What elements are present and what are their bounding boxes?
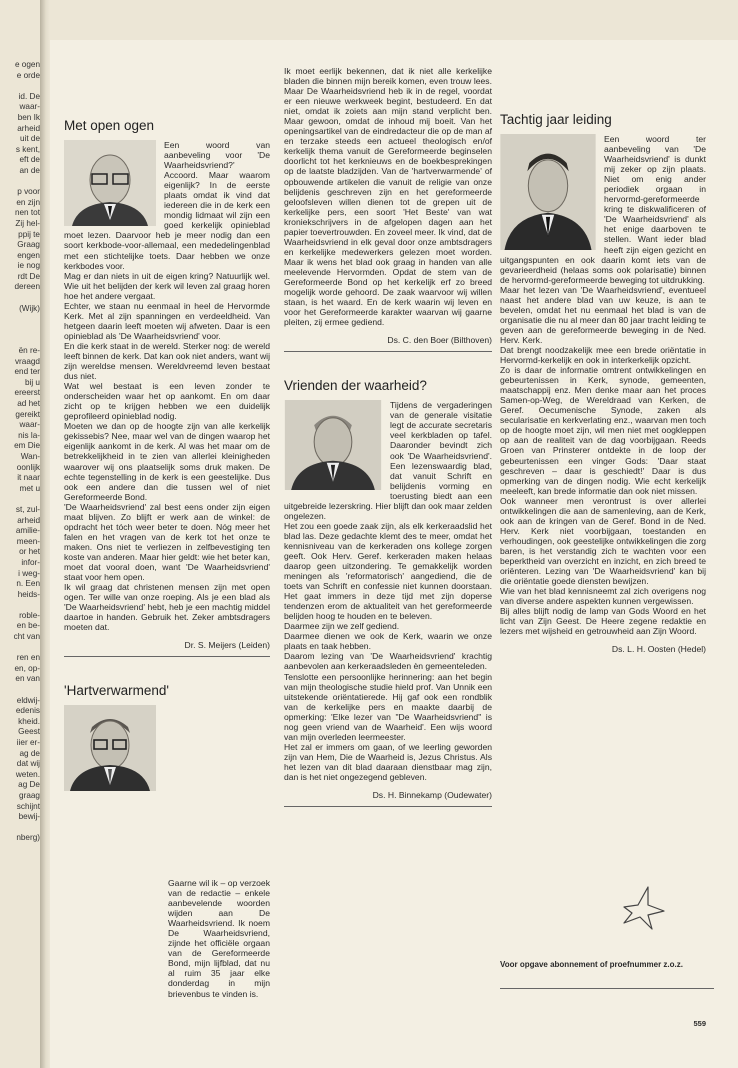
fragment-line: ën re- <box>18 346 40 356</box>
fragment-line: end ter <box>14 367 40 377</box>
article-title: Tachtig jaar leiding <box>500 112 612 127</box>
fragment-line <box>0 600 40 611</box>
fragment-line: met u <box>19 483 40 493</box>
fragment-line: (Wijk) <box>19 303 40 313</box>
fragment-line: dereen <box>14 282 40 292</box>
fragment-line: uit de <box>19 134 40 144</box>
fragment-line: infor- <box>21 557 40 567</box>
column-3 <box>500 112 706 660</box>
fragment-line: or het <box>19 547 40 557</box>
fragment-line: ben Ik <box>17 112 40 122</box>
portrait-photo <box>64 705 156 791</box>
fragment-line: en zijn <box>16 197 40 207</box>
fragment-line <box>0 81 40 92</box>
magazine-page <box>50 40 738 1068</box>
article-met-open-ogen <box>64 118 270 657</box>
fragment-line <box>0 314 40 325</box>
fragment-line: graag <box>19 790 40 800</box>
paragraph: Ook wanneer men verontrust is over allerlei ontwikkelingen die aan de samenleving, aan de Kerk, ook aan de kringen van de Geref. Bond in de Ned. Herv. Kerk niet voorbijgaan, toestanden en verhoudingen, ook geestelijke ontwikkelingen die zorg baren, is het verstandig zich te wachten voor een beperktheid van overzicht en inzicht, en zich breed te oriënteren. Lezing van 'De Waarheidsvriend' kan bij die oriëntatie goede diensten bewijzen. <box>500 495 706 587</box>
paragraph: Het zou een goede zaak zijn, als elk kerkeraadslid het blad las. Deze gedachte klemt des te meer, omdat het kennisniveau van de kerkeraden ons kollege zorgen geeft. Ook Herv. Geref. kerkeraden maken helaas daarop geen uitzondering. Te gemakkelijk worden meningen als 'reformatorisch' aangediend, die de toets van Schrift en confessie niet kunnen doorstaan. Het gaat immers in deze tijd met zijn doperse tendenzen erom de aktualiteit van het gereformeerde belijden hoog te houden en te beleven. <box>284 520 492 622</box>
fragment-line <box>0 293 40 304</box>
divider <box>64 656 270 657</box>
fragment-line: bij u <box>24 377 40 387</box>
portrait-photo <box>284 400 382 490</box>
fragment-line: ag de <box>19 748 40 758</box>
fragment-line: em Die <box>14 441 40 451</box>
fragment-line: cht van <box>13 632 40 642</box>
fragment-line: Wan- <box>20 451 40 461</box>
author-signature: Ds. C. den Boer (Bilthoven) <box>387 335 492 346</box>
fragment-line: edenis <box>15 706 40 716</box>
fragment-line: eldwij- <box>16 695 40 705</box>
portrait-den-boer-icon <box>64 705 156 791</box>
fragment-line: id. De <box>18 91 40 101</box>
fragment-line: i weg- <box>18 568 40 578</box>
paragraph: Zo is daar de informatie omtrent ontwikkelingen en gebeurtenissen in Kerk, synode, gemeenten, maatschappij enz. Men denke maar aan het proces Samen-op-Weg, de Wereldraad van Kerken, de Geref. Oecumenische Synode, zaken als secularisatie en kerkverlating enz., waarvan men toch op de hoogte moet zijn, wil men niet met oogkleppen op aan de realiteit van de dag voorbijgaan. Reeds Groen van Prinsterer ontdekte in de loop der gebeurtenissen een vinger Gods: 'Daar staat geschreven – daar is geschiedt!' Daar is dus opmerking van de dingen nodig. Wie echt kerkelijk meeleeft, kan brede informatie dan ook niet missen. <box>500 365 706 496</box>
hartverwarmend-continuation: Ik moet eerlijk bekennen, dat ik niet alle kerkelijke bladen die binnen mijn bereik komen, even trouw lees. Maar De Waarheidsvriend heb ik in de regel, voordat er een nieuwe werkweek begint, bestudeerd. En dat niet, omdat ik zoiets aan mijn stand verplicht ben. Maar gewoon, omdat de inhoud mij boeit. Van het openingsartikel van de eindredacteur die op de man af en terzake steeds een actueel theologisch en/of kerkelijk thema vanuit de Gereformeerde beginselen doorlicht tot het kerknieuws en de boekbesprekingen op de laatste bladzijden. Van de 'hartverwarmende' of opbouwende artikelen die vanuit de religie van onze belijdenis geschreven zijn en het gereformeerde geloofsleven willen dienen tot de grepen uit de kerkelijke pers, een soort 'Het Beste' van wat kroniekschrijvers in de afgelopen dagen aan het papier toevertrouwden. En zoveel meer. Ik vind, dat de Waarheidsvriend in elk geval door onze ambtsdragers en kerkelijke medewerkers gelezen moet worden. Maar ik wens het blad ook graag in handen van alle meelevende Hervormden. Opdat de stem van de Gereformeerde Bond op het kerkelijk erf zo breed mogelijk worde gehoord. De zaak waarvoor wij willen staan, is het waard. En de kerk waarin wij leven en voor het Gereformeerde karakter waarvan wij gaarne pleiten, zij ermee gediend. <box>284 66 492 328</box>
fragment-line: rdt De <box>17 271 40 281</box>
fragment-line: it naar <box>17 473 40 483</box>
fragment-line: nen tot <box>14 208 40 218</box>
paragraph: Ik wil graag dat christenen mensen zijn met open ogen. Ter wille van onze roeping. Als je een blad als 'De Waarheidsvriend' hebt, heb je een machtig middel daartoe in handen. Gebruik het. Zeker ambtsdragers moeten dat. <box>64 582 270 633</box>
book-gutter <box>40 0 50 1068</box>
fragment-line: iier er- <box>16 738 40 747</box>
fragment-line: amilie- <box>15 526 40 536</box>
paragraph: Daarmee dienen we ook de Kerk, waarin we onze plaats en taak hebben. <box>284 631 492 652</box>
author-signature: Ds. H. Binnekamp (Oudewater) <box>372 790 492 801</box>
fragment-line: en be- <box>16 621 40 631</box>
fragment-line: dat wij <box>16 759 40 769</box>
previous-page-fragment <box>0 60 40 1040</box>
paragraph: Wie van het blad kennisneemt zal zich overigens nog van diverse andere aspekten kunnen vergewissen. <box>500 586 706 607</box>
fragment-line <box>0 494 40 505</box>
paragraph: Het zal er immers om gaan, of we leerling geworden zijn van Hem, Die de Waarheid is, Jezus Christus. Als het lezen van dit blad daaraan dienstbaar mag zijn, dan is het niet ongezegend gebleven. <box>284 741 492 782</box>
page-number: 559 <box>693 1019 706 1028</box>
article-title: 'Hartverwarmend' <box>64 683 169 699</box>
fragment-line: waar- <box>19 102 40 112</box>
fragment-line: Geest <box>18 727 40 737</box>
fragment-line: e ogen <box>14 60 40 69</box>
fragment-line: arheid <box>17 515 40 525</box>
fragment-line: ppij te <box>18 229 40 239</box>
fragment-line <box>0 335 40 346</box>
portrait-photo <box>64 140 156 226</box>
fragment-line: heids- <box>17 589 40 599</box>
fragment-line: vraagd <box>14 356 40 366</box>
column-1 <box>64 118 270 793</box>
fragment-line: ad het <box>17 399 40 408</box>
fragment-line: ereerst <box>14 388 40 398</box>
article-vrienden-der-waarheid <box>284 378 492 807</box>
fragment-line: engen <box>17 250 40 260</box>
fragment-line: en van <box>15 674 40 684</box>
fragment-line: oonlijk <box>16 462 40 472</box>
author-signature: Dr. S. Meijers (Leiden) <box>184 640 270 651</box>
fragment-line: meen- <box>16 536 40 546</box>
lead-paragraph: Een woord van aanbeveling voor 'De Waarheidsvriend?' Accoord. Maar waarom eigenlijk? In de eerste plaats omdat ik vind dat iedereen die in de kerk een mondig lidmaat wil zijn een goed kerkelijk opinieblad moet lezen. Daarvoor heb je meer nodig dan een soort kerkbode-voor-allemaal, een mededelingenblad met een stichtelijke toets. Daar hebben we onze kerkbodes voor. <box>64 140 270 271</box>
fragment-line: e orde <box>16 70 40 80</box>
fragment-line: eft de <box>19 155 40 165</box>
divider <box>284 351 492 352</box>
fragment-line: waar- <box>19 420 40 430</box>
portrait-oosten-icon <box>500 134 596 250</box>
fragment-line: roble- <box>19 610 40 620</box>
paragraph: Wat wel bestaat is een leven zonder te onderscheiden waar het op aankomt. En om daar zicht op te krijgen hebben we een duidelijk geprofileerd opinieblad nodig. <box>64 381 270 422</box>
hand-drawn-star-icon <box>618 885 666 931</box>
fragment-line: ag De <box>18 780 40 790</box>
paragraph: Moeten we dan op de hoogte zijn van alle kerkelijk gekissebis? Nee, maar wel van de dingen waarop het eigenlijk aankomt in de kerk. Al was het maar om de betrekkelijkheid in te zien van allerlei kleinigheden waarover wij ons plaatselijk soms druk maken. De echte tegenstelling in de kerk is een geestelijke. Dus ook een andere dan die tussen wel of niet Gereformeerde Bond. <box>64 421 270 502</box>
hartverwarmend-lead: Gaarne wil ik – op verzoek van de redactie – enkele aanbevelende woorden wijden aan De Waarheidsvriend. Ik noem De Waarheidsvriend, zijnde het officiële orgaan van de Gereformeerde Bond, mijn lijfblad, dat nu al ruim 35 jaar elke donderdag in mijn brievenbus te vinden is. <box>168 878 270 999</box>
divider <box>284 806 492 807</box>
paragraph: Daarom lezing van 'De Waarheidsvriend' krachtig aanbevolen aan kerkeraadsleden èn gemeenteleden. <box>284 651 492 672</box>
article-title: Vrienden der waarheid? <box>284 378 427 394</box>
portrait-photo <box>500 134 596 250</box>
article-hartverwarmend <box>64 683 270 699</box>
column-2 <box>284 66 492 807</box>
lead-paragraph: Een woord ter aanbeveling van 'De Waarheidsvriend' is dunkt mij zeker op zijn plaats. Niet om enig ander periodiek orgaan in hervormd-gereformeerde kring te diskwalificeren of 'De Waarheidsvriend' als het enige daarboven te stellen. Want ieder blad heeft zijn eigen gezicht en uitgangspunten en ook daarin komt iets van de gevarieerdheid (helaas soms ook polarisatie) binnen de hervormd-gereformeerde beweging tot uitdrukking. <box>500 134 706 285</box>
paragraph: Echter, we staan nu eenmaal in heel de Hervormde Kerk. Met al zijn spanningen en verdeeldheid. Van hetgeen daarin leeft moeten wij afweten. Daar is een opinieblad als 'De Waarheidsvriend' voor. <box>64 300 270 341</box>
fragment-line: ren en <box>16 653 40 663</box>
subscription-note: Voor opgave abonnement of proefnummer z.o.z. <box>500 960 683 969</box>
paragraph: Tenslotte een persoonlijke herinnering: aan het begin van mijn theologische studie hield prof. Van Unnik een uitstekende oriëntatierede. Hij gaf ook een rondblik van de kerkelijke pers en maakte daarbij de opmerking: 'Elke lezer van "De Waarheidsvriend" is nog geen vriend van de Waarheid'. Een wijs woord van mijn overleden leermeester. <box>284 671 492 742</box>
fragment-line <box>0 685 40 696</box>
fragment-line: ie nog <box>17 261 40 271</box>
fragment-line: n. Een <box>16 579 40 589</box>
paragraph: 'De Waarheidsvriend' zal best eens onder zijn eigen maat blijven. Zo blijft er werk aan de winkel: de opdracht het tóch weer beter te doen. Nóg meer het falen en het vragen van de kerk tot het onze te maken. Ons niet te verliezen in zelfbevestiging ten koste van anderen. Maar hier geldt: wie het beter kan, moet dat vooral doen, want 'De Waarheidsvriend' staat voor hem open. <box>64 501 270 583</box>
fragment-line: nberg) <box>16 833 40 843</box>
paragraph: Maar het lezen van 'De Waarheidsvriend', eventueel naast het andere blad van uw keuze, is aan te bevelen, omdat het nu eenmaal het blad is van de organisatie die nu al meer dan 80 jaar tracht leiding te geven aan de gereformeerde beweging in de Ned. Herv. Kerk. <box>500 284 706 345</box>
fragment-line: st, zul- <box>15 504 40 514</box>
fragment-line: an de <box>19 165 40 175</box>
article-tachtig-jaar-leiding <box>500 112 706 654</box>
paragraph: Daarmee zijn we zelf gediend. <box>284 621 400 632</box>
fragment-line: Graag <box>17 240 40 250</box>
paragraph: En die kerk staat in de wereld. Sterker nog: de wereld leeft binnen de kerk. Dat kan ook niet anders, want wij zijn wereldse mensen. Wereldvreemd leven bestaat dus niet. <box>64 340 270 382</box>
fragment-line: nis la- <box>18 430 40 440</box>
fragment-line <box>0 823 40 834</box>
fragment-line: gereikt <box>15 409 40 419</box>
paragraph: Mag er dan niets in uit de eigen kring? Natuurlijk wel. Wie uit het belijden der kerk wil leven zal graag horen hoe het andere vergaat. <box>64 270 270 301</box>
portrait-binnekamp-icon <box>284 400 382 490</box>
author-signature: Ds. L. H. Oosten (Hedel) <box>611 644 706 655</box>
fragment-line: bewij- <box>18 812 40 822</box>
fragment-line <box>0 643 40 654</box>
fragment-line: weten. <box>15 769 40 779</box>
divider <box>500 988 714 989</box>
paragraph: Dat brengt noodzakelijk mee een brede oriëntatie in Hervormd-kerkelijk en ook in interkerkelijk opzicht. <box>500 344 706 366</box>
fragment-line: schijnt <box>16 801 40 811</box>
fragment-line: en, op- <box>14 663 40 673</box>
fragment-line: Zij hel- <box>15 218 40 228</box>
fragment-line: s kent, <box>15 144 40 154</box>
lead-paragraph: Tijdens de vergaderingen van de generale visitatie legt de accurate secretaris veel kerkbladen op tafel. Daaronder bevindt zich ook 'De Waarheidsvriend'. Een lezenswaardig blad, dat vanuit Schrift en belijdenis vorming en toerusting biedt aan een uitgebreide lezerskring. Hier blijft dan ook maar zelden ongelezen. <box>284 400 492 521</box>
article-title: Met open ogen <box>64 118 155 133</box>
fragment-line <box>0 325 40 336</box>
fragment-line: p voor <box>17 187 40 197</box>
fragment-line <box>0 177 40 188</box>
fragment-line: kheid. <box>18 716 40 726</box>
paragraph: Bij alles blijft nodig de lamp van Gods Woord en het licht van Zijn Geest. De Heere zegene redaktie en lezers met wijsheid en getrouwheid aan Zijn Woord. <box>500 606 706 637</box>
portrait-meijers-icon <box>64 140 156 226</box>
fragment-line: arheid <box>17 123 40 133</box>
